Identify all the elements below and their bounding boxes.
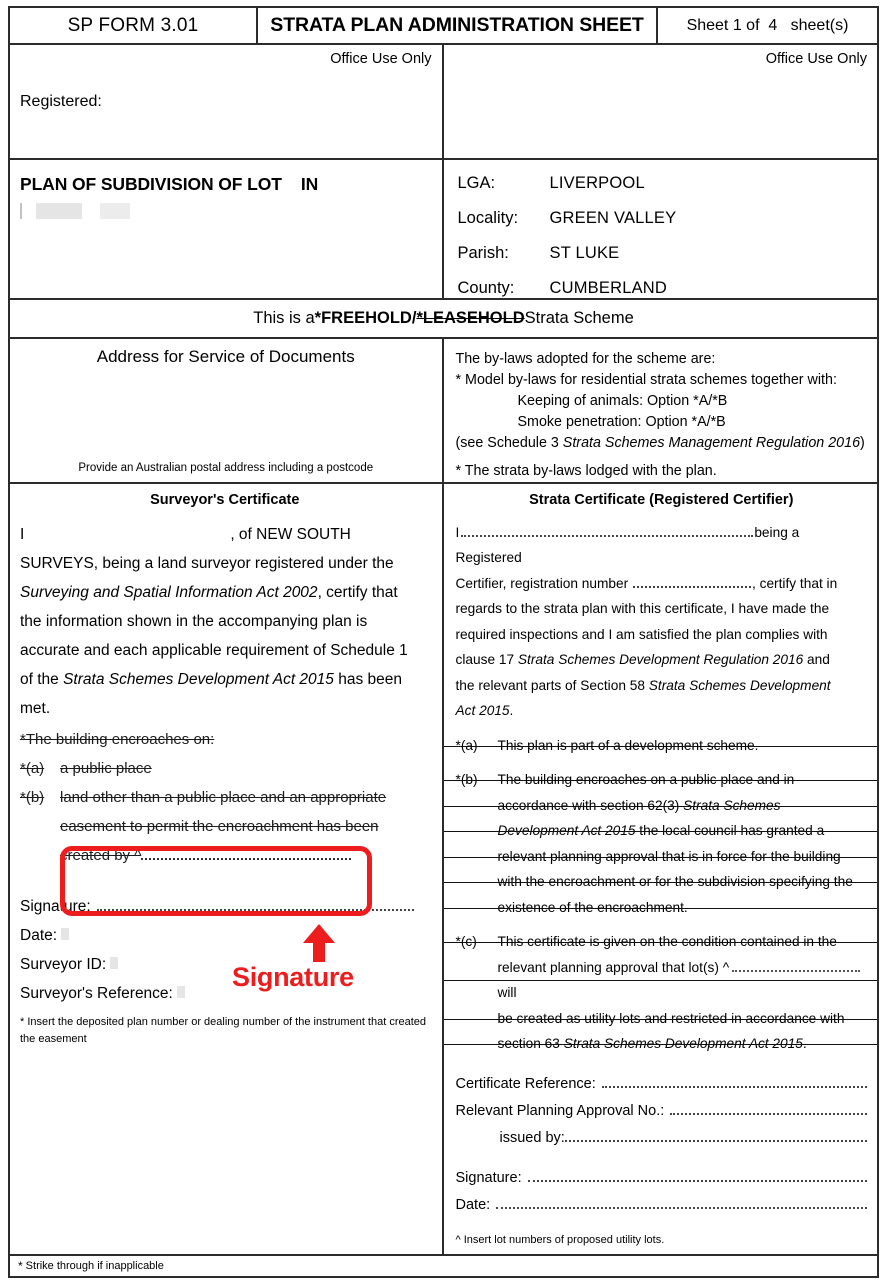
surveyor-id-input[interactable] [110,957,118,969]
strata-line-4: required inspections and I am satisfied the plan complies with [455,626,828,642]
surveyor-line-4: the information shown in the accompanying plan is [20,612,368,630]
strata-clause-spacer-a [456,758,868,767]
scheme-suffix: Strata Scheme [524,308,634,327]
strata-signature-label: Signature: [455,1169,522,1186]
certificate-reference-label: Certificate Reference: [455,1075,596,1092]
signature-annotation-label: Signature [232,961,354,992]
lga-row [458,174,868,193]
county-value: CUMBERLAND [549,278,668,297]
strata-clause-a-text: This plan is part of a development scheme. [497,737,759,753]
planning-approval-input[interactable] [670,1102,867,1115]
address-hint: Provide an Australian postal address including a postcode [78,461,374,474]
strata-registration-number-input[interactable] [633,575,751,588]
strata-clause-b [456,767,868,793]
surveyor-signature-input[interactable] [97,898,414,911]
strata-clause-c-cont-3-end: . [802,1036,807,1052]
strata-clause-b-cont-1 [456,793,868,819]
form-title-text: STRATA PLAN ADMINISTRATION SHEET [270,14,644,37]
surveyor-signature-block [20,892,430,1008]
scheme-type-cell [10,300,877,337]
strata-clause-b-cont-5: existence of the encroachment. [456,895,868,921]
plan-details-row [10,160,877,300]
bylaws-cell [444,339,878,482]
strata-line-1-end: being a Registered [455,524,800,566]
bylaws-animals: Keeping of animals: Option *A/*B [517,392,728,409]
strata-line-2-start: Certifier, registration number [455,575,632,591]
bylaws-schedule-italic: Strata Schemes Management Regulation 2016 [562,434,861,451]
surveying-act-italic: Surveying and Spatial Information Act 2002 [20,583,318,601]
strata-clause-spacer-b [456,920,868,929]
bylaws-spacer [456,454,870,461]
strata-dev-act-italic: Strata Schemes Development Act 2015 [63,670,334,688]
surveyor-clause-b-cont-2-text: created by ^ [60,846,142,864]
bylaws-lodged: * The strata by-laws lodged with the plan. [455,462,717,479]
form-number-cell [10,8,258,43]
office-use-left-cell [10,45,444,158]
issued-by-label: issued by: [499,1129,565,1146]
strata-line-5 [456,647,868,673]
strata-line-2 [456,571,868,597]
issued-by-input[interactable] [565,1129,867,1142]
strata-signature-row [456,1165,868,1192]
strata-clause-spacer-top [456,724,868,733]
strata-dev-act-italic-b: Act 2015 [455,703,510,719]
strata-clause-c-cont-2: be created as utility lots and restricted in accordance with [456,1006,868,1032]
strata-clause-b-cont-1-italic: Strata Schemes [683,797,781,813]
planning-approval-row [456,1098,868,1125]
surveyor-date-row [20,921,430,950]
strata-clause-b-text: The building encroaches on a public place and in [497,772,795,788]
surveyor-clause-b-text: land other than a public place and an appropriate [60,788,387,806]
surveyor-line-5: accurate and each applicable requirement of Schedule 1 [20,641,408,659]
certificates-row [10,484,877,1254]
strata-certifier-name-input[interactable] [461,524,753,537]
strata-line-6-start: the relevant parts of Section 58 [455,677,649,693]
parish-row [458,244,868,263]
surveyor-line-2: SURVEYS, being a land surveyor registered under the [20,554,394,572]
strata-clause-b-cont-2-end: the local council has granted a [635,823,825,839]
strata-line-3: regards to the strata plan with this certificate, I have made the [455,601,830,617]
surveyor-clause-b-cont-2 [20,841,430,870]
locality-label: Locality: [457,208,519,227]
surveyors-certificate-body [20,520,430,723]
surveyor-footnote: * Insert the deposited plan number or dealing number of the instrument that created the easement [20,1015,427,1045]
address-for-service-cell [10,339,444,482]
strata-line-6 [456,673,868,699]
surveyor-clause-b [20,783,430,812]
surveyor-encroachment-clauses [20,725,430,870]
strata-date-input[interactable] [496,1196,867,1209]
bylaws-model: * Model by-laws for residential strata schemes together with: [455,371,837,388]
scheme-leasehold-struck: *LEASEHOLD [416,308,525,327]
locality-value: GREEN VALLEY [549,208,677,227]
surveyor-line-6 [20,665,430,694]
strata-certificate-clauses [456,733,868,1057]
strata-certificate-cell [444,484,878,1254]
surveyor-signature-row [20,892,430,921]
surveyor-clause-b-cont-1: easement to permit the encroachment has been [60,817,379,835]
bylaws-intro: The by-laws adopted for the scheme are: [455,350,716,367]
surveyor-reference-input[interactable] [177,986,185,998]
strata-clause-b-cont-3: relevant planning approval that is in force for the building [456,844,868,870]
strata-clause-c-cont-3-italic: Strata Schemes Development Act 2015 [563,1036,803,1052]
certificate-reference-row [456,1071,868,1098]
strata-clause-b-cont-1-start: accordance with section 62(3) [497,797,684,813]
county-row [458,279,868,298]
strata-certificate-body [456,520,868,724]
surveyor-line-6-end: has been [333,670,403,688]
strata-i-label: I [455,524,460,540]
office-use-row [10,45,877,160]
strata-footnote: ^ Insert lot numbers of proposed utility lots. [455,1233,665,1246]
plan-subdivision-cell [10,160,444,298]
strata-line-7-end: . [509,703,514,719]
strata-reference-spacer [456,1152,868,1165]
surveyor-i-label: I [20,525,25,543]
surveyor-created-by-dots[interactable] [141,847,351,860]
county-label: County: [457,278,515,297]
strata-clause-c-cont-3-start: section 63 [497,1036,564,1052]
office-use-left-label: Office Use Only [330,51,432,68]
lga-value: LIVERPOOL [549,173,645,192]
strata-date-label: Date: [455,1196,491,1213]
strata-clause-a [456,733,868,759]
locality-row [458,209,868,228]
strata-line-5-end: and [803,652,830,668]
surveyor-reference-label: Surveyor's Reference: [20,984,173,1002]
strata-reference-block [456,1071,868,1254]
surveyors-certificate-cell [10,484,444,1254]
strata-clause-b-cont-2-italic: Development Act 2015 [497,823,636,839]
surveyor-line-1 [20,520,430,549]
surveyor-line-3 [20,578,430,607]
surveyor-line-1-end: , of NEW SOUTH [230,525,351,543]
locality-details-cell [444,160,878,298]
form-title-cell [258,8,658,43]
surveyor-encroach-intro: *The building encroaches on: [20,730,215,748]
surveyor-date-input[interactable] [61,928,69,940]
surveyor-id-row [20,950,430,979]
sheet-count-cell [658,8,877,43]
strata-clause-c-cont-3 [456,1031,868,1057]
office-use-right-label: Office Use Only [765,51,867,68]
parish-value: ST LUKE [549,243,620,262]
strata-signature-input[interactable] [528,1169,867,1182]
strata-date-row [456,1192,868,1219]
strata-dev-reg-italic: Strata Schemes Development Regulation 2016 [517,652,804,668]
scheme-type-row [10,300,877,339]
bylaws-smoke: Smoke penetration: Option *A/*B [517,413,726,430]
plan-subdivision-title: PLAN OF SUBDIVISION OF LOT IN [20,173,319,194]
scheme-prefix: This is a [253,308,315,327]
strata-clause-b-mark: *(b) [455,772,478,788]
strata-clause-c-mark: *(c) [455,934,477,950]
address-title: Address for Service of Documents [96,346,355,366]
surveyor-line-7: met. [20,699,51,717]
up-arrow-icon [302,922,336,962]
strata-clause-c [456,929,868,955]
bylaws-schedule-prefix: (see Schedule 3 [455,434,563,451]
surveyors-certificate-title: Surveyor's Certificate [150,491,300,508]
strata-line-2-end: , certify that in [752,575,838,591]
surveyor-line-3-end: , certify that [317,583,398,601]
bylaws-schedule [456,433,870,454]
strata-line-7 [456,698,868,724]
plan-subdivision-faint-mark [20,203,170,219]
surveyor-line-6-start: of the [20,670,64,688]
strata-clause-c-text: This certificate is given on the condition contained in the [497,934,837,950]
surveyor-date-label: Date: [20,926,58,944]
surveyor-reference-row [20,979,430,1008]
footer-star: * [18,1258,23,1273]
strata-clause-c-cont-1-start: relevant planning approval that lot(s) ^ [497,959,730,975]
strata-line-5-start: clause 17 [455,652,518,668]
strata-clause-b-cont-4: with the encroachment or for the subdivision specifying the [456,869,868,895]
sheet-count-text: Sheet 1 of 4 sheet(s) [686,16,849,34]
strata-clause-a-mark: *(a) [455,737,478,753]
certificate-reference-input[interactable] [602,1075,867,1088]
surveyor-clause-a-mark: *(a) [20,759,45,777]
lga-label: LGA: [457,173,496,192]
office-use-right-cell [444,45,878,158]
surveyor-signature-label: Signature: [20,897,91,915]
parish-label: Parish: [457,243,509,262]
surveyor-clause-a [20,754,430,783]
issued-by-row [456,1125,868,1152]
strata-plan-admin-form [8,6,879,1278]
form-footer [10,1254,877,1276]
form-number-text: SP FORM 3.01 [67,14,199,36]
strata-line-1 [456,520,868,571]
strata-clause-b-cont-2 [456,818,868,844]
surveyor-id-label: Surveyor ID: [20,955,107,973]
bylaws-schedule-suffix: ) [860,434,865,451]
footer-text: Strike through if inapplicable [25,1259,164,1272]
scheme-freehold: *FREEHOLD/ [314,308,417,327]
surveyor-clause-b-mark: *(b) [20,788,45,806]
strata-dev-act-italic-a: Strata Schemes Development [648,677,831,693]
strata-utility-lot-numbers-input[interactable] [732,960,860,972]
strata-clause-c-cont-1 [456,955,868,1006]
surveyor-clause-a-text: a public place [60,759,152,777]
strata-certificate-title: Strata Certificate (Registered Certifier) [529,491,794,508]
form-header-row [10,8,877,45]
strata-clause-c-cont-1-end: will [497,985,517,1001]
planning-approval-label: Relevant Planning Approval No.: [455,1102,665,1119]
address-bylaws-row [10,339,877,484]
registered-label: Registered: [20,93,102,111]
